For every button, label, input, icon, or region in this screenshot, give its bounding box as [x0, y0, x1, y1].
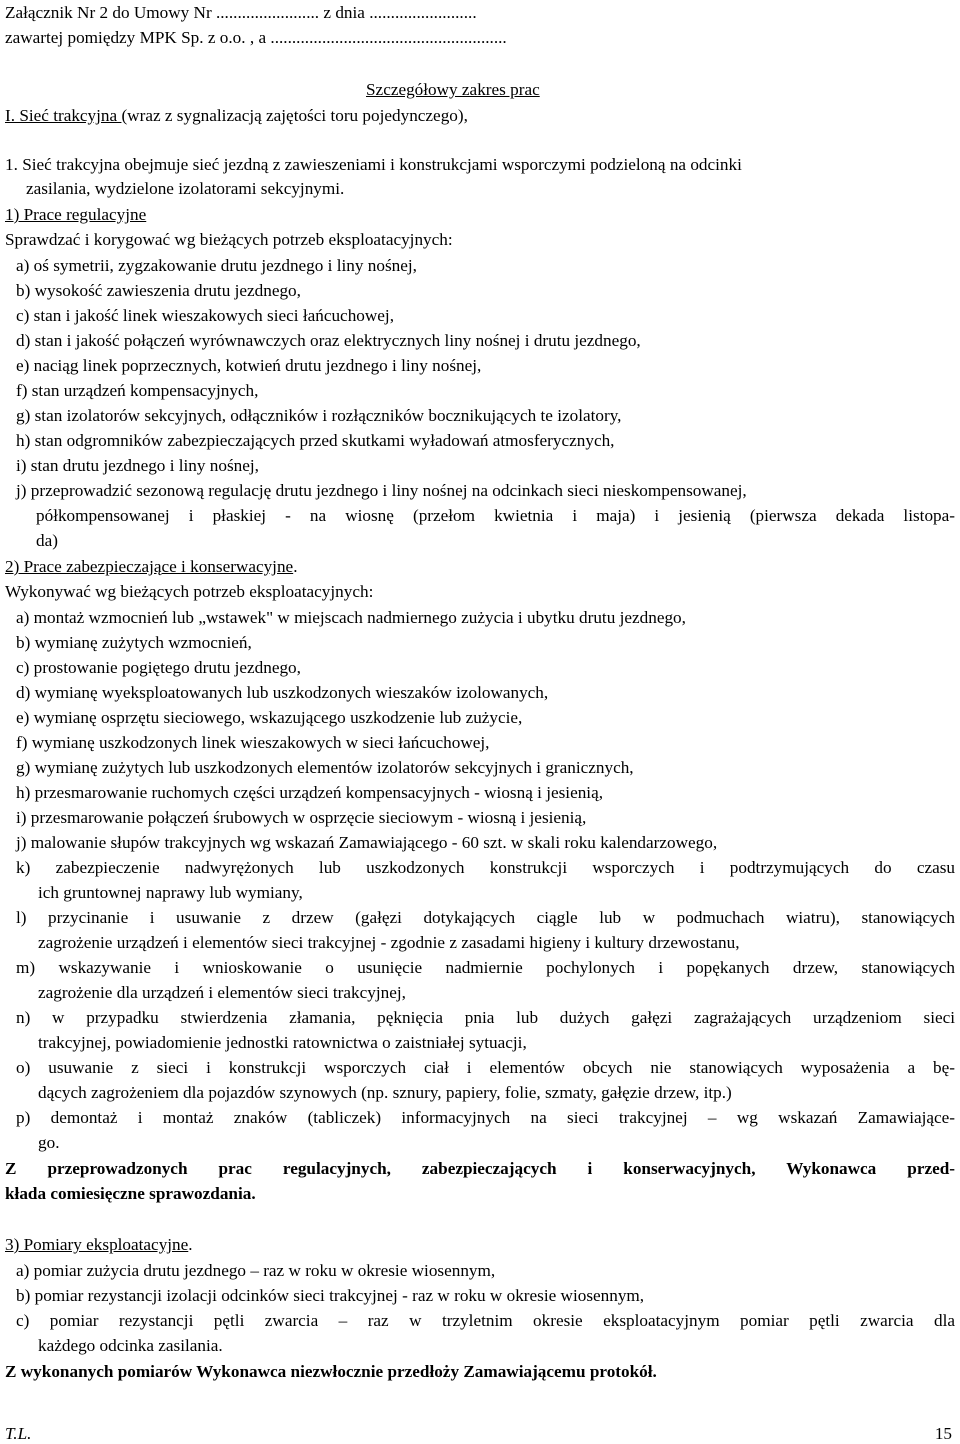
- part-2-item-continuation: trakcyjnej, powiadomienie jednostki ratownictwa o zaistniałej sytuacji,: [38, 1033, 527, 1052]
- header-line-1: Załącznik Nr 2 do Umowy Nr ........................ z dnia .........................: [5, 3, 477, 22]
- part-1-item: f) stan urządzeń kompensacyjnych,: [16, 381, 259, 400]
- part-2-item: b) wymianę zużytych wzmocnień,: [16, 633, 252, 652]
- part-2-item: l) przycinanie i usuwanie z drzew (gałęzi dotykających ciągle lub w podmuchach wiatru), stanowiących: [16, 908, 955, 927]
- part-1-lead: Sprawdzać i korygować wg bieżących potrzeb eksploatacyjnych:: [5, 230, 453, 249]
- part-2-item: f) wymianę uszkodzonych linek wieszakowych w sieci łańcuchowej,: [16, 733, 490, 752]
- part-1-item: e) naciąg linek poprzecznych, kotwień drutu jezdnego i liny nośnej,: [16, 356, 482, 375]
- part-1-item: c) stan i jakość linek wieszakowych sieci łańcuchowej,: [16, 306, 394, 325]
- intro-line-1: 1. Sieć trakcyjna obejmuje sieć jezdną z zawieszeniami i konstrukcjami wsporczymi podzieloną na odcinki: [5, 155, 742, 174]
- part-2-item: n) w przypadku stwierdzenia złamania, pęknięcia pnia lub dużych gałęzi zagrażających urządzeniom sieci: [16, 1008, 955, 1027]
- part-1-item-continuation: da): [36, 531, 58, 550]
- part-2-item-continuation: zagrożenie dla urządzeń i elementów sieci trakcyjnej,: [38, 983, 406, 1002]
- part-3-summary: Z wykonanych pomiarów Wykonawca niezwłocznie przedłoży Zamawiającemu protokół.: [5, 1362, 657, 1381]
- part-2-item: i) przesmarowanie połączeń śrubowych w osprzęcie sieciowym - wiosną i jesienią,: [16, 808, 587, 827]
- section-1-heading-rest: (wraz z sygnalizacją zajętości toru pojedynczego),: [121, 106, 468, 125]
- page-number: 15: [934, 1424, 952, 1443]
- part-1-item: h) stan odgromników zabezpieczających przed skutkami wyładowań atmosferycznych,: [16, 431, 615, 450]
- part-2-item-continuation: zagrożenie urządzeń i elementów sieci trakcyjnej - zgodnie z zasadami higieny i kultury drzewostanu,: [38, 933, 740, 952]
- document-title: [366, 79, 540, 101]
- part-3-item: a) pomiar zużycia drutu jezdnego – raz w roku w okresie wiosennym,: [16, 1261, 496, 1280]
- footer-initials: T.L.: [5, 1424, 32, 1443]
- part-1-item: d) stan i jakość połączeń wyrównawczych oraz elektrycznych liny nośnej i drutu jezdnego,: [16, 331, 641, 350]
- part-3-heading: 3) Pomiary eksploatacyjne.: [5, 1235, 193, 1254]
- part-2-item-continuation: dących zagrożeniem dla pojazdów szynowych (np. sznury, papiery, folie, szmaty, gałęzie drzew, itp.): [38, 1083, 732, 1102]
- part-2-item: j) malowanie słupów trakcyjnych wg wskazań Zamawiającego - 60 szt. w skali roku kalendarzowego,: [16, 833, 718, 852]
- part-1-item: b) wysokość zawieszenia drutu jezdnego,: [16, 281, 301, 300]
- part-1-item-continuation: półkompensowanej i płaskiej - na wiosnę (przełom kwietnia i maja) i jesienią (pierwsza dekada listopa-: [36, 506, 955, 525]
- part-1-item: g) stan izolatorów sekcyjnych, odłączników i rozłączników bocznikujących te izolatory,: [16, 406, 622, 425]
- part-2-item-continuation: go.: [38, 1133, 60, 1152]
- part-2-item: o) usuwanie z sieci i konstrukcji wsporczych ciał i elementów obcych nie stanowiących wyposażenia a bę-: [16, 1058, 955, 1077]
- document-title-text: Szczegółowy zakres prac: [366, 80, 540, 99]
- header-line-2: zawartej pomiędzy MPK Sp. z o.o. , a .......................................................: [5, 28, 507, 47]
- part-3-item: b) pomiar rezystancji izolacji odcinków sieci trakcyjnej - raz w roku w okresie wiosennym,: [16, 1286, 645, 1305]
- section-1-heading: [5, 105, 468, 127]
- part-2-heading-text: 2) Prace zabezpieczające i konserwacyjne: [5, 557, 294, 576]
- part-3-item: c) pomiar rezystancji pętli zwarcia – raz w trzyletnim okresie eksploatacyjnym pomiar pętli zwarcia dla: [16, 1311, 955, 1330]
- part-1-item: i) stan drutu jezdnego i liny nośnej,: [16, 456, 259, 475]
- part-1-item: j) przeprowadzić sezonową regulację drutu jezdnego i liny nośnej na odcinkach sieci nieskompensowanej,: [16, 481, 747, 500]
- part-2-item: m) wskazywanie i wnioskowanie o usunięcie nadmiernie pochylonych i popękanych drzew, stanowiących: [16, 958, 955, 977]
- part-2-lead: Wykonywać wg bieżących potrzeb eksploatacyjnych:: [5, 582, 374, 601]
- part-2-heading: 2) Prace zabezpieczające i konserwacyjne.: [5, 557, 298, 576]
- part-2-item: h) przesmarowanie ruchomych części urządzeń kompensacyjnych - wiosną i jesienią,: [16, 783, 604, 802]
- part-2-item-continuation: ich gruntownej naprawy lub wymiany,: [38, 883, 303, 902]
- part-2-summary-line-1: Z przeprowadzonych prac regulacyjnych, zabezpieczających i konserwacyjnych, Wykonawca przed-: [5, 1159, 955, 1178]
- part-2-item: a) montaż wzmocnień lub „wstawek" w miejscach nadmiernego zużycia i ubytku drutu jezdnego,: [16, 608, 686, 627]
- part-2-item: k) zabezpieczenie nadwyrężonych lub uszkodzonych konstrukcji wsporczych i podtrzymujących do czasu: [16, 858, 955, 877]
- part-2-item: g) wymianę zużytych lub uszkodzonych elementów izolatorów sekcyjnych i granicznych,: [16, 758, 634, 777]
- part-1-heading: [5, 204, 146, 226]
- part-2-summary-line-2: kłada comiesięczne sprawozdania.: [5, 1184, 256, 1203]
- part-1-item: a) oś symetrii, zygzakowanie drutu jezdnego i liny nośnej,: [16, 256, 417, 275]
- part-2-item: p) demontaż i montaż znaków (tabliczek) informacyjnych na sieci trakcyjnej – wg wskazań Zamawiające-: [16, 1108, 955, 1127]
- part-2-item: e) wymianę osprzętu sieciowego, wskazującego uszkodzenie lub zużycie,: [16, 708, 523, 727]
- part-3-item-continuation: każdego odcinka zasilania.: [38, 1336, 223, 1355]
- part-1-heading-text: 1) Prace regulacyjne: [5, 205, 147, 224]
- part-2-item: d) wymianę wyeksploatowanych lub uszkodzonych wieszaków izolowanych,: [16, 683, 549, 702]
- section-1-heading-underlined: I. Sieć trakcyjna: [5, 106, 122, 125]
- part-3-heading-text: 3) Pomiary eksploatacyjne: [5, 1235, 189, 1254]
- intro-line-2: zasilania, wydzielone izolatorami sekcyjnymi.: [26, 179, 345, 198]
- part-2-item: c) prostowanie pogiętego drutu jezdnego,: [16, 658, 301, 677]
